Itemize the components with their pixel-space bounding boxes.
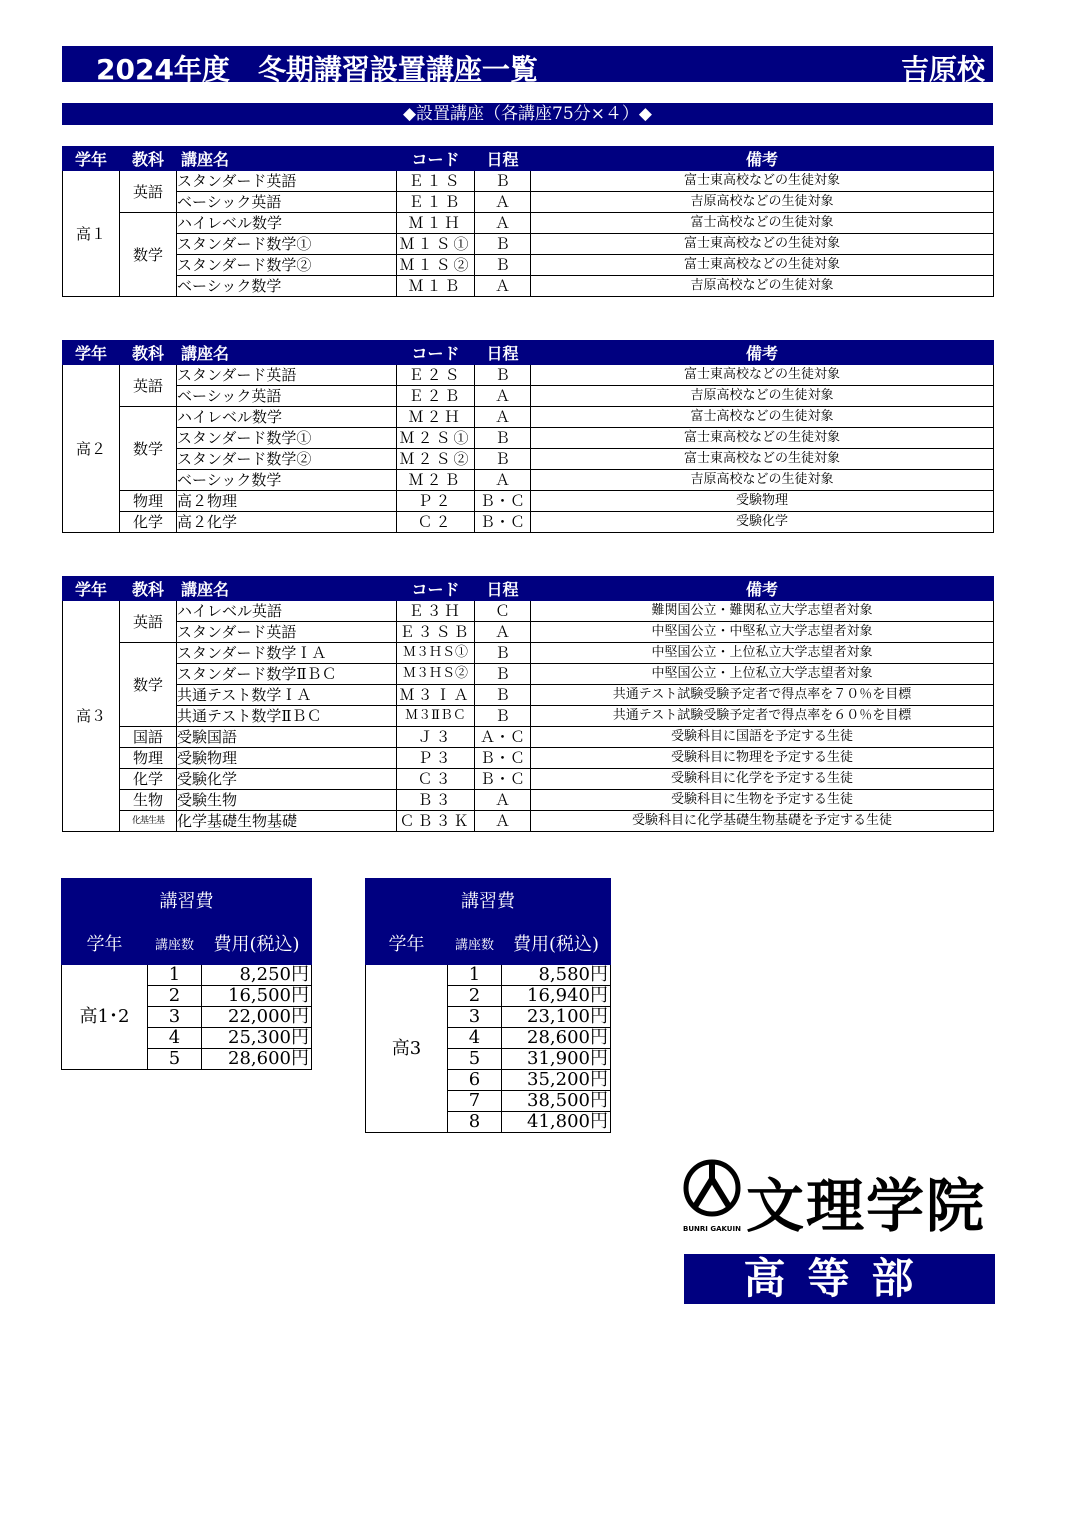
fee-price-cell: 28,600円 (502, 1028, 611, 1049)
fee-count-cell: 2 (448, 986, 502, 1007)
course-cell: スタンダード数学ⅡＢＣ (177, 664, 397, 685)
course-cell: 受験国語 (177, 727, 397, 748)
fee-count-cell: 1 (148, 965, 202, 986)
fee-count-cell: 2 (148, 986, 202, 1007)
schedule-cell: Ｂ (475, 685, 531, 706)
col-course: 講座名 (177, 341, 397, 365)
schedule-cell: Ｂ・Ｃ (475, 512, 531, 533)
code-cell: ＣＢ３Ｋ (397, 811, 475, 832)
fee-table-koukou3 (365, 878, 611, 1133)
note-cell: 受験科目に物理を予定する生徒 (531, 748, 994, 769)
fee-price-cell: 35,200円 (502, 1070, 611, 1091)
schedule-cell: Ｂ (475, 234, 531, 255)
col-subject: 教科 (120, 147, 177, 171)
note-cell: 富士東高校などの生徒対象 (531, 234, 994, 255)
code-cell: Ｅ３Ｈ (397, 601, 475, 622)
subject-cell: 物理 (120, 748, 177, 769)
table-header-row (63, 147, 994, 171)
course-cell: スタンダード数学① (177, 234, 397, 255)
fee-col-grade: 学年 (366, 922, 448, 965)
code-cell: Ｂ３ (397, 790, 475, 811)
note-cell: 吉原高校などの生徒対象 (531, 386, 994, 407)
code-cell: Ｍ１Ｈ (397, 213, 475, 234)
note-cell: 富士東高校などの生徒対象 (531, 171, 994, 192)
code-cell: Ｍ３ＨＳ② (397, 664, 475, 685)
note-cell: 富士東高校などの生徒対象 (531, 428, 994, 449)
note-cell: 富士東高校などの生徒対象 (531, 255, 994, 276)
schedule-cell: Ｃ (475, 601, 531, 622)
school-logo (682, 1155, 998, 1240)
col-notes: 備考 (531, 341, 994, 365)
subject-cell: 数学 (120, 407, 177, 491)
fee-price-cell: 16,940円 (502, 986, 611, 1007)
code-cell: Ｃ３ (397, 769, 475, 790)
schedule-cell: Ａ (475, 407, 531, 428)
schedule-cell: Ｂ・Ｃ (475, 769, 531, 790)
table-row (63, 811, 994, 832)
table-header-row (63, 577, 994, 601)
fee-title: 講習費 (62, 879, 312, 922)
col-code: コード (397, 341, 475, 365)
code-cell: Ｍ１Ｓ① (397, 234, 475, 255)
fee-grade-cell: 高3 (366, 965, 448, 1133)
schedule-cell: Ａ (475, 386, 531, 407)
schedule-cell: Ａ (475, 811, 531, 832)
schedule-cell: Ｂ (475, 643, 531, 664)
course-cell: 受験化学 (177, 769, 397, 790)
table-row (366, 965, 611, 986)
col-schedule: 日程 (475, 577, 531, 601)
subject-cell: 英語 (120, 171, 177, 213)
col-grade: 学年 (63, 341, 120, 365)
note-cell: 吉原高校などの生徒対象 (531, 470, 994, 491)
note-cell: 中堅国公立・上位私立大学志望者対象 (531, 664, 994, 685)
schedule-cell: Ｂ (475, 706, 531, 727)
note-cell: 吉原高校などの生徒対象 (531, 276, 994, 297)
grade-cell: 高２ (63, 365, 120, 533)
schedule-cell: Ａ (475, 790, 531, 811)
table-header-row (63, 341, 994, 365)
fee-price-cell: 22,000円 (202, 1007, 312, 1028)
table-row (63, 276, 994, 297)
table-row (63, 601, 994, 622)
course-cell: 化学基礎生物基礎 (177, 811, 397, 832)
course-cell: スタンダード数学② (177, 255, 397, 276)
fee-count-cell: 5 (448, 1049, 502, 1070)
subject-cell: 数学 (120, 213, 177, 297)
course-cell: スタンダード英語 (177, 622, 397, 643)
course-cell: ハイレベル数学 (177, 407, 397, 428)
code-cell: Ｍ２Ｂ (397, 470, 475, 491)
course-cell: ハイレベル数学 (177, 213, 397, 234)
grade-cell: 高１ (63, 171, 120, 297)
schedule-cell: Ａ (475, 470, 531, 491)
table-row (63, 706, 994, 727)
logo-romaji: BUNRI GAKUIN (683, 1225, 741, 1233)
col-notes: 備考 (531, 577, 994, 601)
code-cell: Ｍ１Ｓ② (397, 255, 475, 276)
note-cell: 富士高校などの生徒対象 (531, 407, 994, 428)
fee-col-count: 講座数 (448, 922, 502, 965)
fee-count-cell: 4 (148, 1028, 202, 1049)
table-row (63, 491, 994, 512)
fee-price-cell: 8,580円 (502, 965, 611, 986)
schedule-cell: Ｂ (475, 171, 531, 192)
fee-col-count: 講座数 (148, 922, 202, 965)
note-cell: 富士東高校などの生徒対象 (531, 449, 994, 470)
logo-name: 文理学院 (746, 1172, 987, 1240)
table-row (63, 192, 994, 213)
col-code: コード (397, 577, 475, 601)
course-cell: 高２物理 (177, 491, 397, 512)
table-row (63, 213, 994, 234)
table-row (63, 727, 994, 748)
course-table-koukou3 (62, 576, 994, 832)
course-table-koukou1 (62, 146, 994, 297)
table-row (63, 685, 994, 706)
fee-price-cell: 38,500円 (502, 1091, 611, 1112)
code-cell: Ｍ３ⅡＢＣ (397, 706, 475, 727)
code-cell: Ｍ２Ｓ① (397, 428, 475, 449)
code-cell: Ｐ２ (397, 491, 475, 512)
table-row (63, 622, 994, 643)
table-row (63, 643, 994, 664)
note-cell: 吉原高校などの生徒対象 (531, 192, 994, 213)
school-name: 吉原校 (900, 53, 985, 86)
subject-cell: 英語 (120, 601, 177, 643)
code-cell: Ｍ２Ｓ② (397, 449, 475, 470)
subject-cell: 化基生基 (120, 811, 177, 832)
note-cell: 中堅国公立・中堅私立大学志望者対象 (531, 622, 994, 643)
fee-price-cell: 8,250円 (202, 965, 312, 986)
fee-col-price: 費用(税込) (202, 922, 312, 965)
fee-count-cell: 3 (148, 1007, 202, 1028)
section-subheader: ◆設置講座（各講座75分×４）◆ (62, 103, 993, 125)
code-cell: Ｅ１Ｂ (397, 192, 475, 213)
subject-cell: 国語 (120, 727, 177, 748)
table-row (63, 365, 994, 386)
course-cell: ベーシック英語 (177, 192, 397, 213)
note-cell: 富士高校などの生徒対象 (531, 213, 994, 234)
code-cell: Ｍ２Ｈ (397, 407, 475, 428)
subject-cell: 生物 (120, 790, 177, 811)
code-cell: Ｍ１Ｂ (397, 276, 475, 297)
schedule-cell: Ｂ・Ｃ (475, 491, 531, 512)
col-subject: 教科 (120, 341, 177, 365)
schedule-cell: Ｂ (475, 664, 531, 685)
course-cell: 受験生物 (177, 790, 397, 811)
page-title: 2024年度 冬期講習設置講座一覧 (96, 53, 538, 86)
schedule-cell: Ａ (475, 213, 531, 234)
fee-count-cell: 6 (448, 1070, 502, 1091)
subject-cell: 物理 (120, 491, 177, 512)
fee-price-cell: 25,300円 (202, 1028, 312, 1049)
course-cell: スタンダード数学① (177, 428, 397, 449)
fee-title: 講習費 (366, 879, 611, 922)
table-row (63, 790, 994, 811)
col-course: 講座名 (177, 147, 397, 171)
fee-count-cell: 8 (448, 1112, 502, 1133)
subject-cell: 数学 (120, 643, 177, 727)
course-cell: 受験物理 (177, 748, 397, 769)
schedule-cell: Ａ (475, 192, 531, 213)
fee-price-cell: 16,500円 (202, 986, 312, 1007)
course-cell: 共通テスト数学ⅡＢＣ (177, 706, 397, 727)
course-cell: 共通テスト数学ＩＡ (177, 685, 397, 706)
table-row (63, 428, 994, 449)
note-cell: 中堅国公立・上位私立大学志望者対象 (531, 643, 994, 664)
table-row (63, 386, 994, 407)
logo-mark-icon (682, 1155, 742, 1225)
table-row (63, 470, 994, 491)
course-cell: ベーシック英語 (177, 386, 397, 407)
table-row (63, 171, 994, 192)
course-cell: ベーシック数学 (177, 470, 397, 491)
note-cell: 難関国公立・難関私立大学志望者対象 (531, 601, 994, 622)
note-cell: 受験化学 (531, 512, 994, 533)
col-notes: 備考 (531, 147, 994, 171)
fee-count-cell: 7 (448, 1091, 502, 1112)
table-row (63, 748, 994, 769)
fee-count-cell: 3 (448, 1007, 502, 1028)
note-cell: 受験科目に化学基礎生物基礎を予定する生徒 (531, 811, 994, 832)
code-cell: Ｅ３ＳＢ (397, 622, 475, 643)
schedule-cell: Ｂ・Ｃ (475, 748, 531, 769)
fee-grade-cell: 高1･2 (62, 965, 148, 1070)
schedule-cell: Ａ・Ｃ (475, 727, 531, 748)
code-cell: Ｍ３ＨＳ① (397, 643, 475, 664)
subject-cell: 化学 (120, 769, 177, 790)
col-schedule: 日程 (475, 341, 531, 365)
table-row (63, 512, 994, 533)
fee-price-cell: 23,100円 (502, 1007, 611, 1028)
note-cell: 共通テスト試験受験予定者で得点率を７０％を目標 (531, 685, 994, 706)
fee-table-koukou12 (61, 878, 312, 1070)
col-grade: 学年 (63, 577, 120, 601)
code-cell: Ｃ２ (397, 512, 475, 533)
schedule-cell: Ｂ (475, 428, 531, 449)
schedule-cell: Ａ (475, 276, 531, 297)
code-cell: Ｅ２Ｂ (397, 386, 475, 407)
department-banner: 高等部 (684, 1254, 995, 1304)
col-schedule: 日程 (475, 147, 531, 171)
course-cell: スタンダード英語 (177, 365, 397, 386)
course-cell: スタンダード数学② (177, 449, 397, 470)
fee-count-cell: 1 (448, 965, 502, 986)
note-cell: 富士東高校などの生徒対象 (531, 365, 994, 386)
schedule-cell: Ａ (475, 622, 531, 643)
code-cell: Ｅ２Ｓ (397, 365, 475, 386)
page-header (62, 46, 993, 86)
col-subject: 教科 (120, 577, 177, 601)
course-table-koukou2 (62, 340, 994, 533)
note-cell: 受験物理 (531, 491, 994, 512)
code-cell: Ｐ３ (397, 748, 475, 769)
note-cell: 共通テスト試験受験予定者で得点率を６０％を目標 (531, 706, 994, 727)
fee-col-grade: 学年 (62, 922, 148, 965)
fee-count-cell: 5 (148, 1049, 202, 1070)
col-code: コード (397, 147, 475, 171)
code-cell: Ｅ１Ｓ (397, 171, 475, 192)
table-row (63, 449, 994, 470)
schedule-cell: Ｂ (475, 255, 531, 276)
code-cell: Ｊ３ (397, 727, 475, 748)
note-cell: 受験科目に化学を予定する生徒 (531, 769, 994, 790)
col-course: 講座名 (177, 577, 397, 601)
fee-price-cell: 28,600円 (202, 1049, 312, 1070)
fee-price-cell: 41,800円 (502, 1112, 611, 1133)
schedule-cell: Ｂ (475, 449, 531, 470)
col-grade: 学年 (63, 147, 120, 171)
subject-cell: 英語 (120, 365, 177, 407)
table-row (63, 407, 994, 428)
fee-count-cell: 4 (448, 1028, 502, 1049)
table-row (63, 664, 994, 685)
fee-price-cell: 31,900円 (502, 1049, 611, 1070)
note-cell: 受験科目に生物を予定する生徒 (531, 790, 994, 811)
table-row (62, 965, 312, 986)
note-cell: 受験科目に国語を予定する生徒 (531, 727, 994, 748)
course-cell: ベーシック数学 (177, 276, 397, 297)
table-row (63, 234, 994, 255)
fee-col-price: 費用(税込) (502, 922, 611, 965)
course-cell: スタンダード英語 (177, 171, 397, 192)
table-row (63, 769, 994, 790)
course-cell: 高２化学 (177, 512, 397, 533)
course-cell: ハイレベル英語 (177, 601, 397, 622)
grade-cell: 高３ (63, 601, 120, 832)
subject-cell: 化学 (120, 512, 177, 533)
table-row (63, 255, 994, 276)
schedule-cell: Ｂ (475, 365, 531, 386)
course-cell: スタンダード数学ＩＡ (177, 643, 397, 664)
code-cell: Ｍ３ＩＡ (397, 685, 475, 706)
